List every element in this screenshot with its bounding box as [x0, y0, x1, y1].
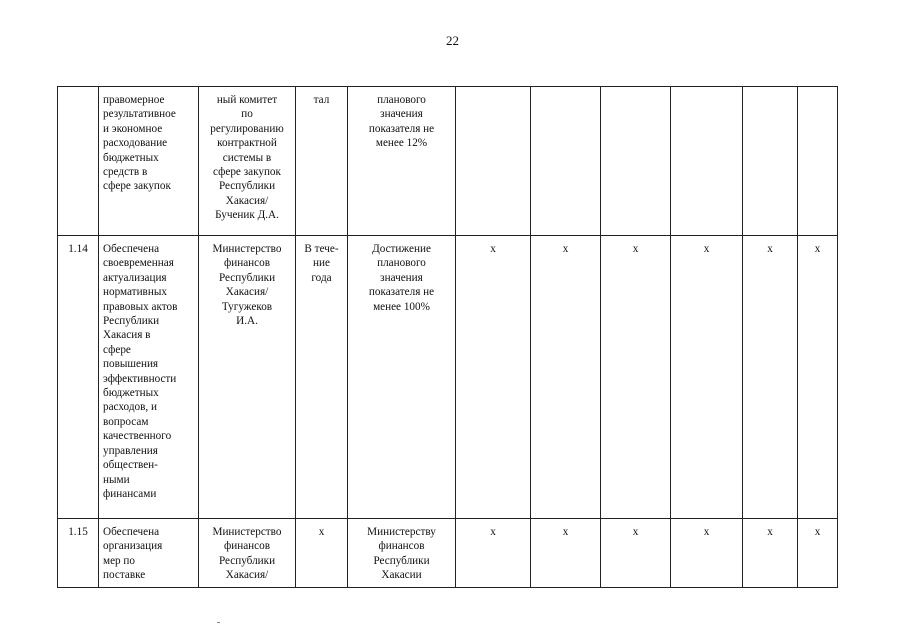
task-cell	[99, 519, 199, 588]
task-text: правомерное результативное и экономное расходование бюджетных средств в сфере закупок	[103, 94, 176, 193]
mark-cell	[743, 519, 798, 588]
mark-cell	[798, 519, 838, 588]
executor-text: Министерство финансов Республики Хакасия/	[212, 526, 282, 582]
term-text: В тече- ние года	[304, 243, 339, 284]
table-row	[58, 236, 838, 519]
table-row	[58, 519, 838, 588]
executor-cell	[199, 236, 296, 519]
mark-text: x	[703, 526, 710, 538]
mark-text: x	[632, 243, 639, 255]
row-number-cell	[58, 236, 99, 519]
mark-text: x	[767, 526, 773, 538]
plan-table	[57, 86, 838, 588]
mark-cell	[601, 87, 671, 236]
indicator-text: планового значения показателя не менее 12%	[368, 94, 435, 150]
mark-cell	[456, 519, 531, 588]
table-row	[58, 87, 838, 236]
task-cell	[99, 87, 199, 236]
row-number: 1.14	[68, 243, 88, 255]
mark-cell	[671, 236, 743, 519]
mark-cell	[456, 87, 531, 236]
executor-text: Министерство финансов Республики Хакасия/ Тугужеков И.А.	[212, 243, 282, 328]
mark-cell	[743, 236, 798, 519]
term-text: x	[318, 526, 325, 538]
row-number-cell	[58, 87, 99, 236]
term-cell	[296, 519, 348, 588]
mark-cell	[531, 519, 601, 588]
executor-cell	[199, 87, 296, 236]
executor-cell	[199, 519, 296, 588]
mark-text: x	[490, 526, 496, 538]
mark-cell	[798, 236, 838, 519]
mark-cell	[743, 87, 798, 236]
mark-cell	[531, 236, 601, 519]
mark-text: x	[814, 243, 821, 255]
task-text: Обеспечена своевременная актуализация нормативных правовых актов Республики Хакасия в сфере повышения эффективности бюджетных расходов, и вопросам качественного управления обществен- ными финансами	[103, 243, 178, 500]
task-text: Обеспечена организация мер по поставке	[103, 526, 163, 582]
indicator-text: Министерству финансов Республики Хакасии	[367, 526, 436, 582]
mark-cell	[671, 87, 743, 236]
mark-cell	[798, 87, 838, 236]
term-cell	[296, 87, 348, 236]
indicator-text: Достижение планового значения показателя не менее 100%	[368, 243, 435, 313]
mark-cell	[531, 87, 601, 236]
mark-text: x	[703, 243, 710, 255]
row-number-cell	[58, 519, 99, 588]
indicator-cell	[348, 236, 456, 519]
indicator-cell	[348, 87, 456, 236]
mark-cell	[601, 519, 671, 588]
mark-text: x	[814, 526, 821, 538]
scan-dot	[217, 622, 220, 623]
mark-cell	[601, 236, 671, 519]
mark-cell	[456, 236, 531, 519]
term-cell	[296, 236, 348, 519]
mark-text: x	[767, 243, 773, 255]
mark-cell	[671, 519, 743, 588]
term-text: тал	[313, 94, 330, 106]
executor-text: ный комитет по регулированию контрактной системы в сфере закупок Республики Хакасия/ Бученик Д.А.	[210, 94, 284, 222]
indicator-cell	[348, 519, 456, 588]
mark-text: x	[490, 243, 496, 255]
page-number: 22	[446, 33, 459, 48]
mark-text: x	[562, 526, 569, 538]
mark-text: x	[632, 526, 639, 538]
mark-text: x	[562, 243, 569, 255]
task-cell	[99, 236, 199, 519]
row-number: 1.15	[68, 526, 88, 538]
